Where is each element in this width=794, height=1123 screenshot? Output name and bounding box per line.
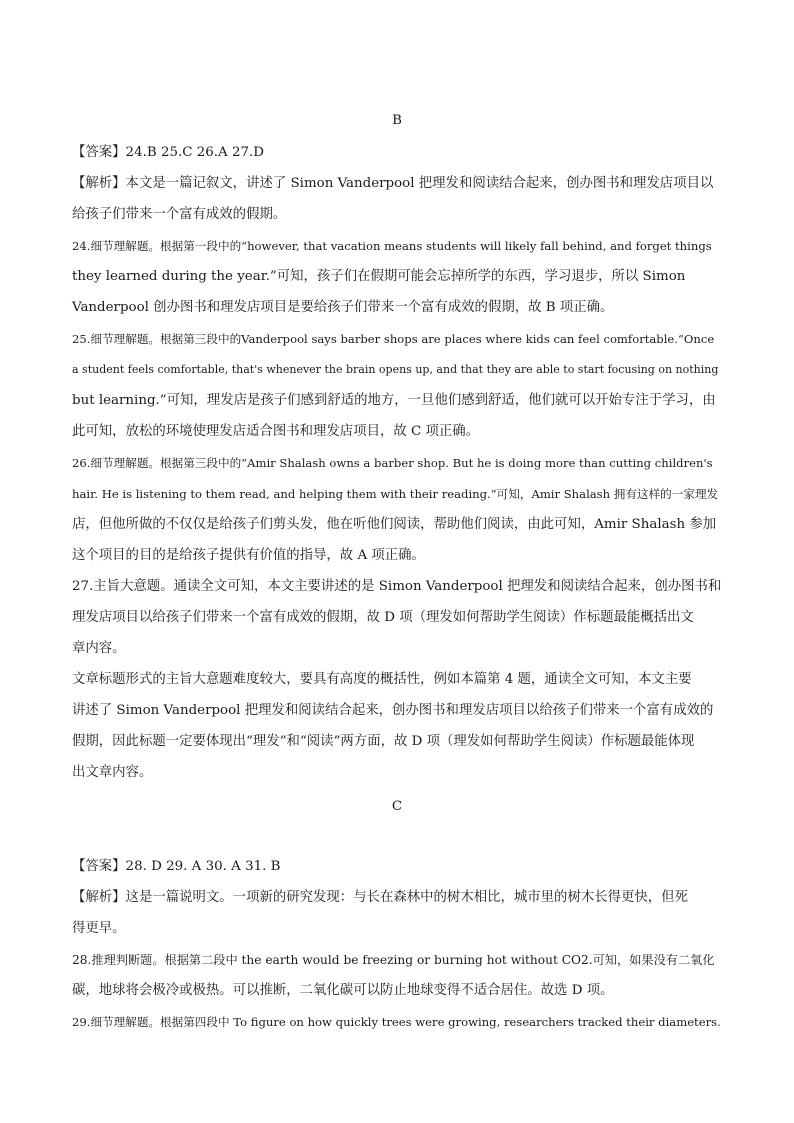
section-c-answer-line: 【答案】28. D 29. A 30. A 31. B (72, 859, 281, 874)
analysis-b-line-18: 讲述了 Simon Vanderpool 把理发和阅读结合起来，创办图书和理发店项目以给孩子们带来一个富有成效的 (72, 703, 714, 718)
analysis-c-line-2: 得更早。 (72, 921, 126, 936)
analysis-b-line-17: 文章标题形式的主旨大意题难度较大，要具有高度的概括性，例如本篇第 4 题，通读全文可知，本文主要 (72, 672, 692, 687)
analysis-b-line-3: 24.细节理解题。根据第一段中的“however, that vacation means students will likely fall behind, and forget things (72, 239, 712, 253)
analysis-b-line-12: 店，但他所做的不仅仅是给孩子们剪头发，他在听他们阅读，帮助他们阅读，由此可知，Amir Shalash 参加 (72, 517, 717, 532)
analysis-b-line-8: but learning.”可知，理发店是孩子们感到舒适的地方，一旦他们感到舒适，他们就可以开始专注于学习，由 (72, 393, 716, 408)
analysis-b-line-10: 26.细节理解题。根据第三段中的“Amir Shalash owns a barber shop. But he is doing more than cutting children's (72, 456, 713, 470)
analysis-c-line-5: 29.细节理解题。根据第四段中 To figure on how quickly trees were growing, researchers tracked their diameters. (72, 1015, 721, 1029)
section-c-heading: C (391, 799, 403, 814)
analysis-c-line-1: 【解析】这是一篇说明文。一项新的研究发现：与长在森林中的树木相比，城市里的树木长得更快，但死 (72, 890, 688, 905)
analysis-b-line-9: 此可知，放松的环境使理发店适合图书和理发店项目，故 C 项正确。 (72, 424, 480, 439)
analysis-b-line-2: 给孩子们带来一个富有成效的假期。 (72, 207, 287, 222)
analysis-b-line-16: 章内容。 (72, 641, 126, 656)
analysis-b-line-14: 27.主旨大意题。通读全文可知，本文主要讲述的是 Simon Vanderpool 把理发和阅读结合起来，创办图书和 (72, 579, 722, 594)
analysis-b-line-20: 出文章内容。 (72, 765, 153, 780)
analysis-b-line-7: a student feels comfortable, that's whenever the brain opens up, and that they are able to start focusing on nothing (72, 363, 719, 376)
analysis-b-line-13: 这个项目的目的是给孩子提供有价值的指导，故 A 项正确。 (72, 548, 425, 563)
analysis-b-line-4: they learned during the year.”可知，孩子们在假期可能会忘掉所学的东西，学习退步，所以 Simon (72, 269, 686, 284)
analysis-b-line-6: 25.细节理解题。根据第三段中的Vanderpool says barber shops are places where kids can feel comfortable.“Once (72, 332, 715, 346)
analysis-b-line-19: 假期，因此标题一定要体现出“理发”和“阅读”两方面，故 D 项（理发如何帮助学生阅读）作标题最能体现 (72, 734, 695, 749)
analysis-c-line-4: 碳，地球将会极冷或极热。可以推断，二氧化碳可以防止地球变得不适合居住。故选 D 项。 (72, 983, 614, 998)
analysis-b-line-5: Vanderpool 创办图书和理发店项目是要给孩子们带来一个富有成效的假期，故 B 项正确。 (72, 300, 614, 315)
section-b-answer-line: 【答案】24.B 25.C 26.A 27.D (72, 145, 265, 160)
analysis-c-line-3: 28.推理判断题。根据第二段中 the earth would be freezing or burning hot without CO2.可知，如果没有二氧化 (72, 953, 715, 967)
section-b-heading: B (392, 113, 402, 128)
analysis-b-line-15: 理发店项目以给孩子们带来一个富有成效的假期，故 D 项（理发如何帮助学生阅读）作标题最能概括出文 (72, 610, 694, 625)
analysis-b-line-1: 【解析】本文是一篇记叙文，讲述了 Simon Vanderpool 把理发和阅读结合起来，创办图书和理发店项目以 (72, 176, 714, 191)
analysis-b-line-11: hair. He is listening to them read, and helping them with their reading.”可知，Amir Shalash 拥有这样的一家理发 (72, 487, 719, 501)
